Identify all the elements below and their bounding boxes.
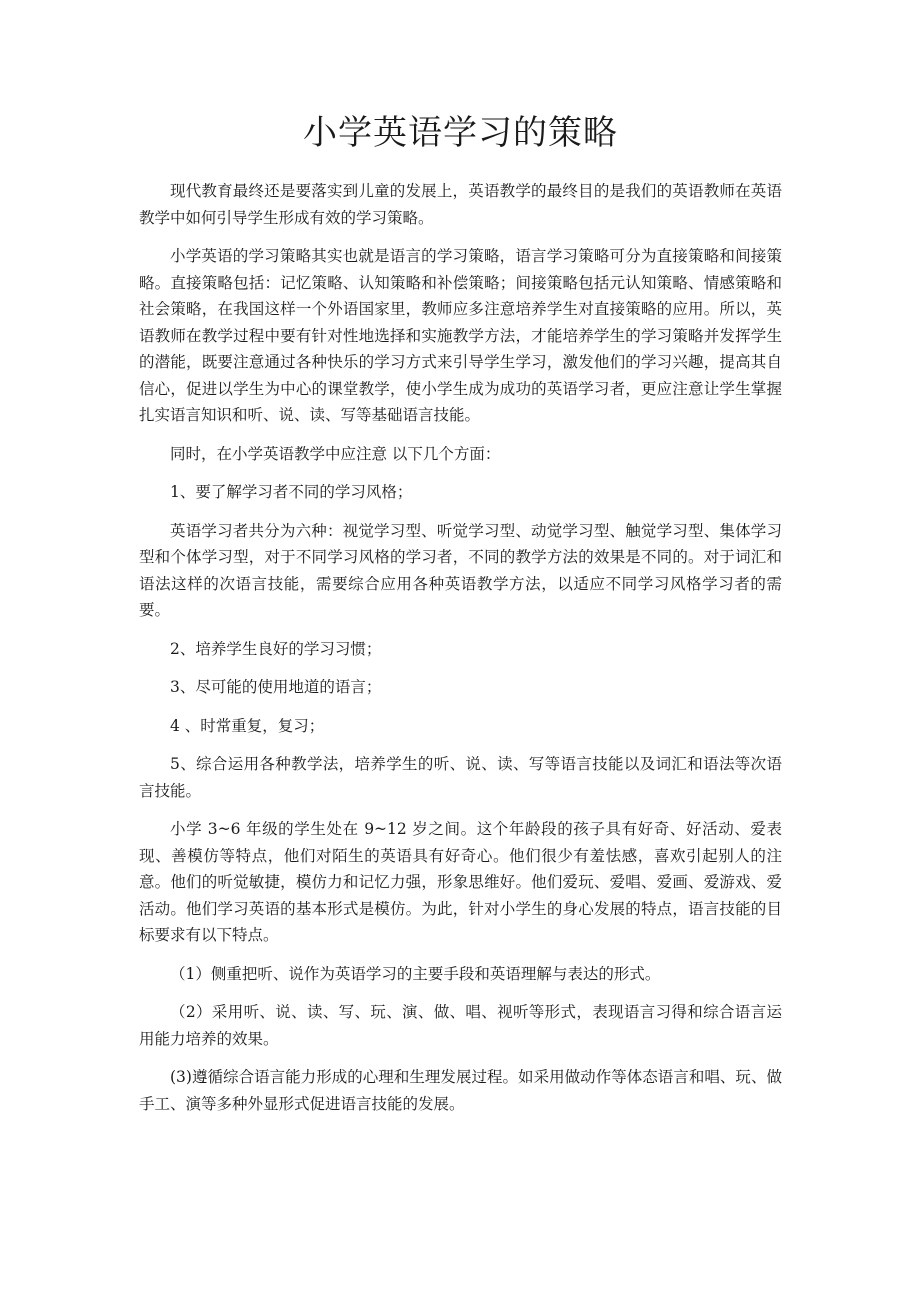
paragraph-item-3: (3)遵循综合语言能力形成的心理和生理发展过程。如采用做动作等体态语言和唱、玩、做手工、演等多种外显形式促进语言技能的发展。 xyxy=(139,1068,782,1113)
paragraph-learning-styles: 英语学习者共分为六种：视觉学习型、听觉学习型、动觉学习型、触觉学习型、集体学习型和个体学习型，对于不同学习风格的学习者，不同的教学方法的效果是不同的。对于词汇和语法这样的次语言技能，需要综合应用各种英语教学方法，以适应不同学习风格学习者的需要。 xyxy=(139,521,782,619)
document-title: 小学英语学习的策略 xyxy=(303,113,618,153)
paragraph-student-traits: 小学 3~6 年级的学生处在 9~12 岁之间。这个年龄段的孩子具有好奇、好活动、爱表现、善模仿等特点，他们对陌生的英语具有好奇心。他们很少有羞怯感，喜欢引起别人的注意。他们的听觉敏捷，模仿力和记忆力强，形象思维好。他们爱玩、爱唱、爱画、爱游戏、爱活动。他们学习英语的基本形式是模仿。为此，针对小学生的身心发展的特点，语言技能的目标要求有以下特点。 xyxy=(139,820,782,944)
paragraph-point-5: 5、综合运用各种教学法，培养学生的听、说、读、写等语言技能以及词汇和语法等次语言技能。 xyxy=(139,755,782,800)
paragraph-intro: 现代教育最终还是要落实到儿童的发展上，英语教学的最终目的是我们的英语教师在英语教学中如何引导学生形成有效的学习策略。 xyxy=(139,182,782,227)
paragraph-point-1: 1、要了解学习者不同的学习风格； xyxy=(170,483,413,501)
paragraph-aspects-intro: 同时，在小学英语教学中应注意 以下几个方面： xyxy=(170,444,501,463)
paragraph-point-4: 4 、时常重复，复习； xyxy=(170,716,325,735)
document-page xyxy=(139,110,782,1129)
paragraph-point-3: 3、尽可能的使用地道的语言； xyxy=(170,678,382,696)
paragraph-strategies: 小学英语的学习策略其实也就是语言的学习策略，语言学习策略可分为直接策略和间接策略。直接策略包括：记忆策略、认知策略和补偿策略；间接策略包括元认知策略、情感策略和社会策略，在我国这样一个外语国家里，教师应多注意培养学生对直接策略的应用。所以，英语教师在教学过程中要有针对性地选择和实施教学方法，才能培养学生的学习策略并发挥学生的潜能，既要注意通过各种快乐的学习方式来引导学生学习，激发他们的学习兴趣，提高其自信心，促进以学生为中心的课堂教学，使小学生成为成功的英语学习者，更应注意让学生掌握扎实语言知识和听、说、读、写等基础语言技能。 xyxy=(139,247,782,424)
paragraph-point-2: 2、培养学生良好的学习习惯； xyxy=(170,639,382,658)
paragraph-item-2: （2）采用听、说、读、写、玩、演、做、唱、视听等形式，表现语言习得和综合语言运用能力培养的效果。 xyxy=(139,1003,782,1048)
paragraph-item-1: （1）侧重把听、说作为英语学习的主要手段和英语理解与表达的形式。 xyxy=(170,964,661,983)
